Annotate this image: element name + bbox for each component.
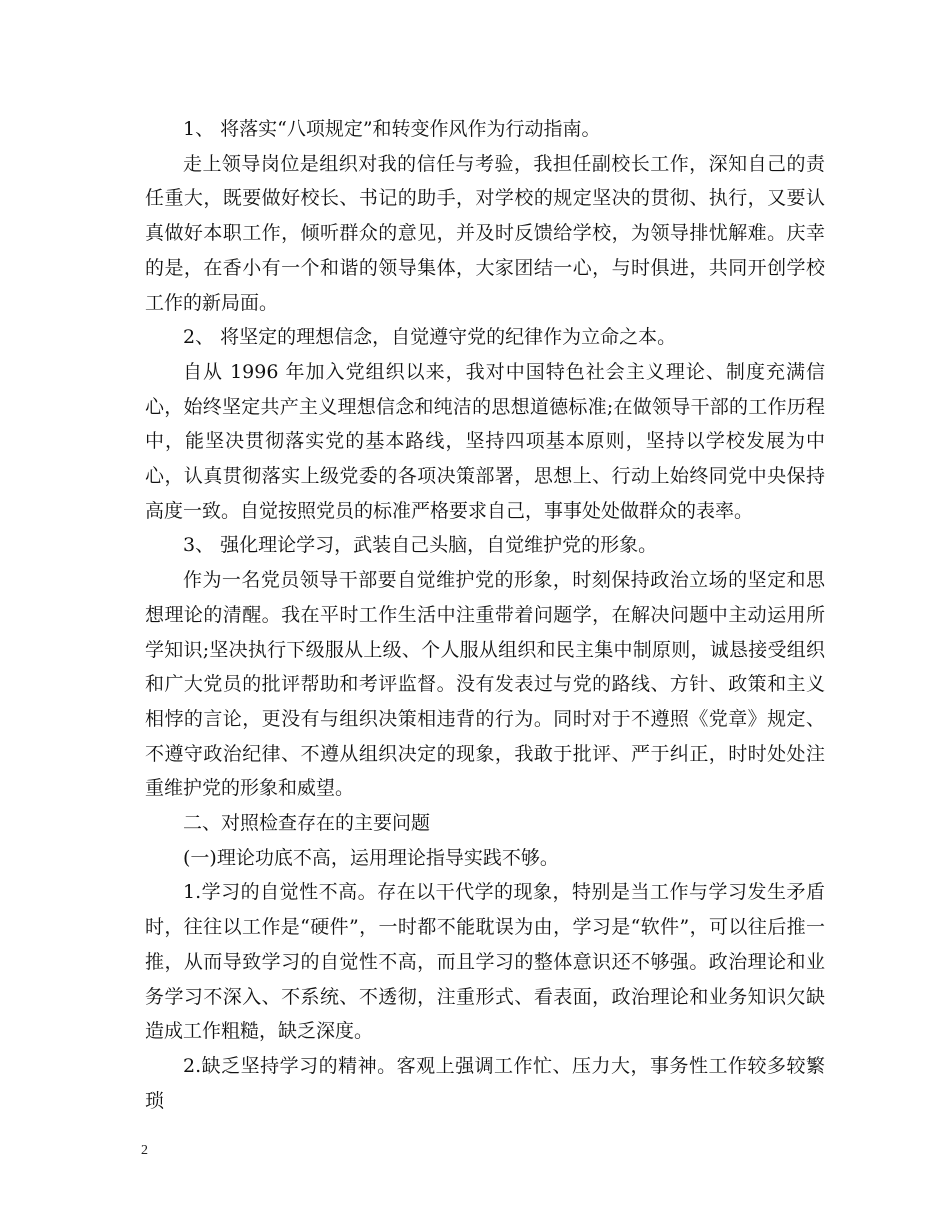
- page-number: 2: [141, 1143, 148, 1158]
- document-body: [145, 112, 825, 1118]
- subsection-heading: (一)理论功底不高，运用理论指导实践不够。: [183, 846, 559, 869]
- section-heading-1: 1、 将落实“八项规定”和转变作风作为行动指南。: [183, 118, 601, 140]
- section-heading-2: 2、 将坚定的理想信念，自觉遵守党的纪律作为立命之本。: [183, 326, 677, 349]
- section-heading-3: 3、 强化理论学习，武装自己头脑，自觉维护党的形象。: [183, 534, 658, 557]
- body-paragraph: 1.学习的自觉性不高。存在以干代学的现象，特别是当工作与学习发生矛盾时，往往以工作是“硬件”，一时都不能耽误为由，学习是“软件”，可以往后推一推，从而导致学习的自觉性不高，而且学习的整体意识还不够强。政治理论和业务学习不深入、不系统、不透彻，注重形式、看表面，政治理论和业务知识欠缺造成工作粗糙，缺乏深度。: [145, 881, 825, 1043]
- body-paragraph: 作为一名党员领导干部要自觉维护党的形象，时刻保持政治立场的坚定和思想理论的清醒。我在平时工作生活中注重带着问题学，在解决问题中主动运用所学知识;坚决执行下级服从上级、个人服从组织和民主集中制原则，诚恳接受组织和广大党员的批评帮助和考评监督。没有发表过与党的路线、方针、政策和主义相悖的言论，更没有与组织决策相违背的行为。同时对于不遵照《党章》规定、不遵守政治纪律、不遵从组织决定的现象，我敢于批评、严于纠正，时时处处注重维护党的形象和威望。: [145, 569, 825, 800]
- body-paragraph: 2.缺乏坚持学习的精神。客观上强调工作忙、压力大，事务性工作较多较繁琐: [145, 1054, 825, 1112]
- chapter-heading-problems: 二、对照检查存在的主要问题: [183, 812, 431, 835]
- body-paragraph: 自从 1996 年加入党组织以来，我对中国特色社会主义理论、制度充满信心，始终坚定共产主义理想信念和纯洁的思想道德标准;在做领导干部的工作历程中，能坚决贯彻落实党的基本路线，坚持四项基本原则，坚持以学校发展为中心，认真贯彻落实上级党委的各项决策部署，思想上、行动上始终同党中央保持高度一致。自觉按照党员的标准严格要求自己，事事处处做群众的表率。: [145, 360, 825, 522]
- body-paragraph: 走上领导岗位是组织对我的信任与考验，我担任副校长工作，深知自己的责任重大，既要做好校长、书记的助手，对学校的规定坚决的贯彻、执行，又要认真做好本职工作，倾听群众的意见，并及时反馈给学校，为领导排忧解难。庆幸的是，在香小有一个和谐的领导集体，大家团结一心，与时俱进，共同开创学校工作的新局面。: [145, 152, 825, 314]
